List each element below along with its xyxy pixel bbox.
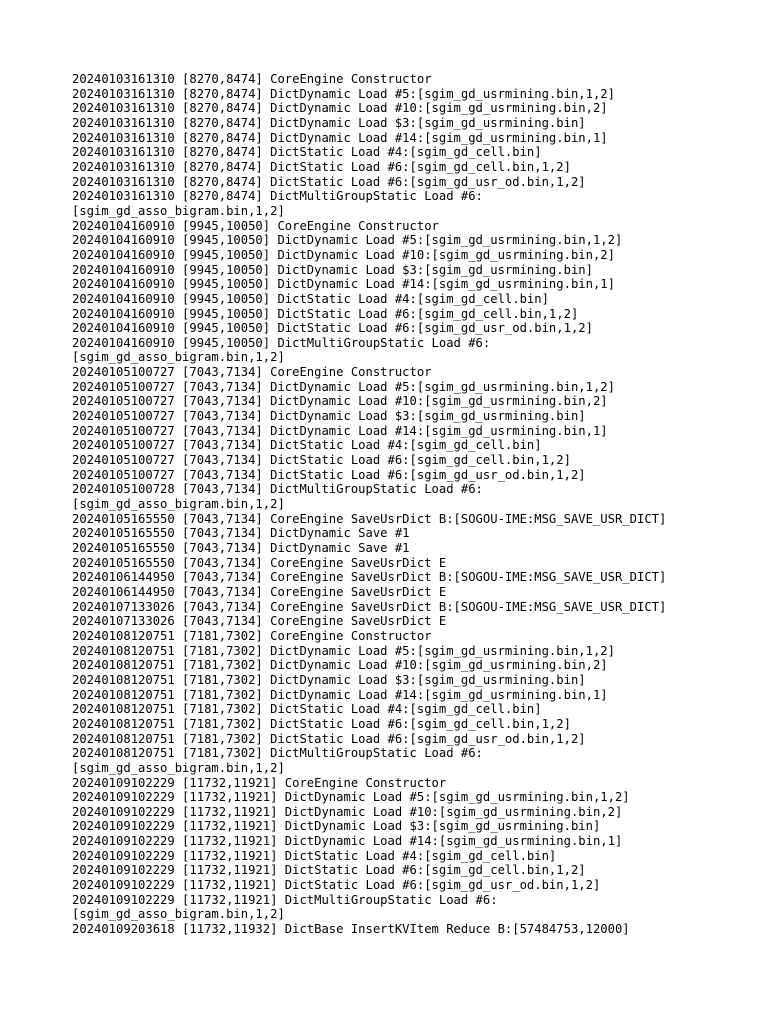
log-line: 20240103161310 [8270,8474] DictStatic Load #6:[sgim_gd_cell.bin,1,2] xyxy=(72,159,571,174)
log-line: 20240105100727 [7043,7134] DictDynamic Load $3:[sgim_gd_usrmining.bin] xyxy=(72,409,586,424)
log-text xyxy=(72,72,712,937)
log-line: 20240104160910 [9945,10050] DictStatic Load #6:[sgim_gd_cell.bin,1,2] xyxy=(72,306,579,321)
log-line: 20240107133026 [7043,7134] CoreEngine SaveUsrDict E xyxy=(72,614,447,629)
log-line: 20240105165550 [7043,7134] CoreEngine SaveUsrDict B:[SOGOU-IME:MSG_SAVE_USR_DICT] xyxy=(72,511,667,526)
log-line: 20240106144950 [7043,7134] CoreEngine SaveUsrDict B:[SOGOU-IME:MSG_SAVE_USR_DICT] xyxy=(72,570,667,585)
log-line: 20240109102229 [11732,11921] DictStatic Load #6:[sgim_gd_usr_od.bin,1,2] xyxy=(72,878,601,893)
log-line: 20240105100727 [7043,7134] DictStatic Load #6:[sgim_gd_usr_od.bin,1,2] xyxy=(72,467,586,482)
log-line: [sgim_gd_asso_bigram.bin,1,2] xyxy=(72,497,285,512)
log-line: 20240109102229 [11732,11921] CoreEngine Constructor xyxy=(72,775,447,790)
log-line: 20240104160910 [9945,10050] DictDynamic Load #14:[sgim_gd_usrmining.bin,1] xyxy=(72,277,615,292)
log-line: 20240108120751 [7181,7302] CoreEngine Constructor xyxy=(72,628,432,643)
log-line: 20240109102229 [11732,11921] DictDynamic Load #14:[sgim_gd_usrmining.bin,1] xyxy=(72,834,623,849)
log-line: 20240103161310 [8270,8474] DictDynamic Load $3:[sgim_gd_usrmining.bin] xyxy=(72,115,586,130)
log-line: 20240107133026 [7043,7134] CoreEngine SaveUsrDict B:[SOGOU-IME:MSG_SAVE_USR_DICT] xyxy=(72,599,667,614)
log-line: [sgim_gd_asso_bigram.bin,1,2] xyxy=(72,907,285,922)
log-line: 20240105100727 [7043,7134] DictDynamic Load #5:[sgim_gd_usrmining.bin,1,2] xyxy=(72,379,615,394)
log-line: 20240109102229 [11732,11921] DictDynamic Load #5:[sgim_gd_usrmining.bin,1,2] xyxy=(72,790,630,805)
log-line: 20240108120751 [7181,7302] DictStatic Load #4:[sgim_gd_cell.bin] xyxy=(72,702,542,717)
log-line: 20240103161310 [8270,8474] DictDynamic Load #5:[sgim_gd_usrmining.bin,1,2] xyxy=(72,86,615,101)
log-line: 20240108120751 [7181,7302] DictDynamic Load #10:[sgim_gd_usrmining.bin,2] xyxy=(72,658,608,673)
log-line: 20240105165550 [7043,7134] DictDynamic Save #1 xyxy=(72,526,410,541)
log-line: 20240108120751 [7181,7302] DictDynamic Load #14:[sgim_gd_usrmining.bin,1] xyxy=(72,687,608,702)
log-line: 20240103161310 [8270,8474] DictStatic Load #4:[sgim_gd_cell.bin] xyxy=(72,145,542,160)
log-line: [sgim_gd_asso_bigram.bin,1,2] xyxy=(72,203,285,218)
log-line: 20240105100727 [7043,7134] DictDynamic Load #10:[sgim_gd_usrmining.bin,2] xyxy=(72,394,608,409)
log-line: 20240109102229 [11732,11921] DictStatic Load #6:[sgim_gd_cell.bin,1,2] xyxy=(72,863,586,878)
log-line: 20240103161310 [8270,8474] DictStatic Load #6:[sgim_gd_usr_od.bin,1,2] xyxy=(72,174,586,189)
log-line: 20240103161310 [8270,8474] DictDynamic Load #10:[sgim_gd_usrmining.bin,2] xyxy=(72,101,608,116)
log-line: 20240105100727 [7043,7134] DictStatic Load #6:[sgim_gd_cell.bin,1,2] xyxy=(72,453,571,468)
log-line: 20240108120751 [7181,7302] DictStatic Load #6:[sgim_gd_cell.bin,1,2] xyxy=(72,716,571,731)
log-line: 20240103161310 [8270,8474] DictMultiGroupStatic Load #6: xyxy=(72,189,483,204)
log-line: 20240104160910 [9945,10050] CoreEngine Constructor xyxy=(72,218,439,233)
log-line: 20240105165550 [7043,7134] CoreEngine SaveUsrDict E xyxy=(72,555,447,570)
log-line: 20240104160910 [9945,10050] DictDynamic Load #5:[sgim_gd_usrmining.bin,1,2] xyxy=(72,233,623,248)
log-line: [sgim_gd_asso_bigram.bin,1,2] xyxy=(72,350,285,365)
log-line: 20240109102229 [11732,11921] DictMultiGroupStatic Load #6: xyxy=(72,892,498,907)
log-line: 20240105165550 [7043,7134] DictDynamic Save #1 xyxy=(72,541,410,555)
log-line: 20240105100727 [7043,7134] DictDynamic Load #14:[sgim_gd_usrmining.bin,1] xyxy=(72,423,608,438)
log-line: 20240109102229 [11732,11921] DictDynamic Load #10:[sgim_gd_usrmining.bin,2] xyxy=(72,804,623,819)
log-line: 20240103161310 [8270,8474] CoreEngine Constructor xyxy=(72,72,432,86)
log-line: 20240109102229 [11732,11921] DictDynamic Load $3:[sgim_gd_usrmining.bin] xyxy=(72,819,601,834)
log-line: [sgim_gd_asso_bigram.bin,1,2] xyxy=(72,760,285,775)
log-line: 20240106144950 [7043,7134] CoreEngine SaveUsrDict E xyxy=(72,584,447,599)
log-line: 20240109203618 [11732,11932] DictBase InsertKVItem Reduce B:[57484753,12000] xyxy=(72,922,630,937)
log-line: 20240104160910 [9945,10050] DictStatic Load #6:[sgim_gd_usr_od.bin,1,2] xyxy=(72,321,593,336)
log-line: 20240104160910 [9945,10050] DictDynamic Load $3:[sgim_gd_usrmining.bin] xyxy=(72,262,593,277)
log-line: 20240108120751 [7181,7302] DictDynamic Load #5:[sgim_gd_usrmining.bin,1,2] xyxy=(72,643,615,658)
log-line: 20240105100728 [7043,7134] DictMultiGroupStatic Load #6: xyxy=(72,482,483,497)
log-line: 20240109102229 [11732,11921] DictStatic Load #4:[sgim_gd_cell.bin] xyxy=(72,848,557,863)
log-line: 20240104160910 [9945,10050] DictStatic Load #4:[sgim_gd_cell.bin] xyxy=(72,291,549,306)
log-line: 20240104160910 [9945,10050] DictMultiGroupStatic Load #6: xyxy=(72,335,491,350)
log-line: 20240108120751 [7181,7302] DictDynamic Load $3:[sgim_gd_usrmining.bin] xyxy=(72,672,586,687)
log-line: 20240104160910 [9945,10050] DictDynamic Load #10:[sgim_gd_usrmining.bin,2] xyxy=(72,247,615,262)
log-line: 20240105100727 [7043,7134] DictStatic Load #4:[sgim_gd_cell.bin] xyxy=(72,438,542,453)
log-line: 20240105100727 [7043,7134] CoreEngine Constructor xyxy=(72,365,432,380)
log-line: 20240108120751 [7181,7302] DictStatic Load #6:[sgim_gd_usr_od.bin,1,2] xyxy=(72,731,586,746)
log-line: 20240108120751 [7181,7302] DictMultiGroupStatic Load #6: xyxy=(72,746,483,761)
log-line: 20240103161310 [8270,8474] DictDynamic Load #14:[sgim_gd_usrmining.bin,1] xyxy=(72,130,608,145)
